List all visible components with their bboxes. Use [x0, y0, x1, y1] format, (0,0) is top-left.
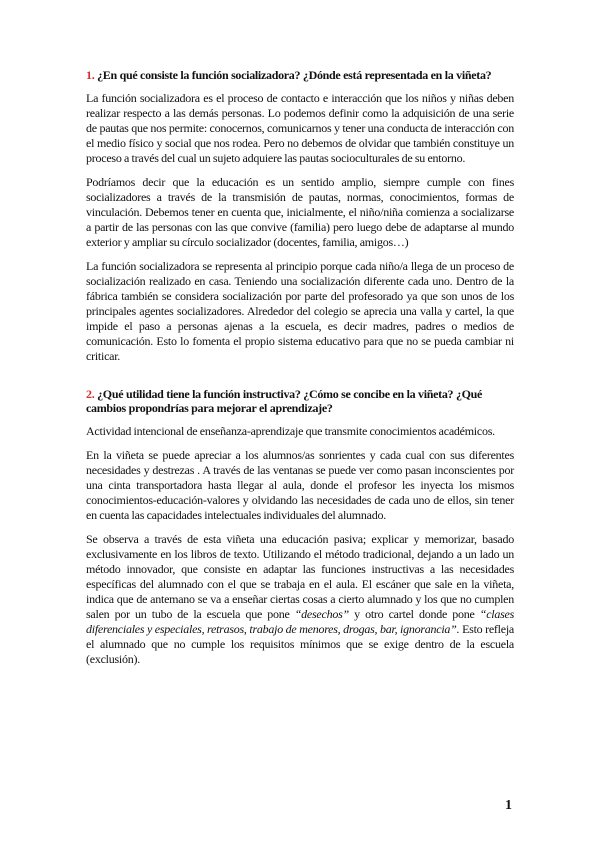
paragraph-3-text-e: Esto refleja el alumnado que no cumple los requisitos mínimos que se exige dentro de la escuela (exclusión).	[86, 621, 514, 666]
question-2-heading	[86, 387, 514, 416]
desechos-quote: “desechos”	[294, 606, 349, 621]
question-2-text: ¿Qué utilidad tiene la función instructiva? ¿Cómo se concibe en la viñeta? ¿Qué cambios propondrías para mejorar el aprendizaje?	[86, 386, 483, 415]
question-1-paragraph-3: La función socializadora se representa al principio porque cada niño/a llega de un proceso de socialización realizado en casa. Teniendo una socialización diferente cada uno. Dentro de la fábrica también se considera socialización por parte del profesorado ya que son unos de los principales agentes socializadores. Alrededor del colegio se aprecia una valla y cartel, la que impide el paso a personas ajenas a la escuela, es decir madres, padres o medios de comunicación. Esto lo fomenta el propio sistema educativo para que no se pueda cambiar ni criticar.	[86, 258, 514, 363]
question-1-paragraph-2: Podríamos decir que la educación es un sentido amplio, siempre cumple con fines socializadores a través de la transmisión de pautas, normas, conocimientos, formas de vinculación. Debemos tener en cuenta que, inicialmente, el niño/niña comienza a socializarse a partir de las personas con las que convive (familia) pero luego debe de adaptarse al mundo exterior y ampliar su círculo socializador (docentes, familia, amigos…)	[86, 174, 514, 249]
question-2-number: 2.	[86, 386, 95, 401]
page-content	[86, 68, 514, 676]
question-2-paragraph-2: En la viñeta se puede apreciar a los alumnos/as sonrientes y cada cual con sus diferentes necesidades y destrezas . A través de las ventanas se puede ver como pasan inconscientes por una cinta transportadora hasta llegar al aula, donde el profesor les inyecta los mismos conocimientos-educación-valores y olvidando las necesidades de cada uno de ellos, sin tener en cuenta las capacidades intelectuales individuales del alumnado.	[86, 447, 514, 522]
question-1-paragraph-1: La función socializadora es el proceso de contacto e interacción que los niños y niñas deben realizar respecto a las demás personas. Lo podemos definir como la adquisición de una serie de pautas que nos permite: conocernos, comunicarnos y tener una conducta de interacción con el medio físico y social que nos rodea. Pero no debemos de olvidar que también constituye un proceso a través del cual un sujeto adquiere las pautas socioculturales de su entorno.	[86, 90, 514, 165]
section-spacer	[86, 373, 514, 387]
question-1-text: ¿En qué consiste la función socializadora? ¿Dónde está representada en la viñeta?	[94, 68, 492, 82]
question-1-heading	[86, 68, 514, 83]
question-2-paragraph-3	[86, 532, 514, 667]
cartel-quote: “clases diferenciales y especiales, retrasos, trabajo de menores, drogas, bar, ignorancia”.	[86, 606, 515, 636]
page-number: 1	[505, 798, 512, 813]
question-2-paragraph-1: Actividad intencional de enseñanza-aprendizaje que transmite conocimientos académicos.	[86, 423, 495, 438]
question-1-number: 1.	[86, 68, 95, 82]
paragraph-3-text-c: y otro cartel donde pone	[348, 606, 480, 621]
paragraph-3-text-a: Se observa a través de esta viñeta una educación pasiva; explicar y memorizar, basado exclusivamente en los libros de texto. Utilizando el método tradicional, dejando a un lado un método innovador, que consiste en adaptar las funciones instructivas a las necesidades específicas del alumnado con el que se trabaja en el aula. El escáner que sale en la viñeta, indica que de antemano se va a enseñar ciertas cosas a cierto alumnado y los que no cumplen salen por un tubo de la escuela que pone	[86, 531, 514, 621]
